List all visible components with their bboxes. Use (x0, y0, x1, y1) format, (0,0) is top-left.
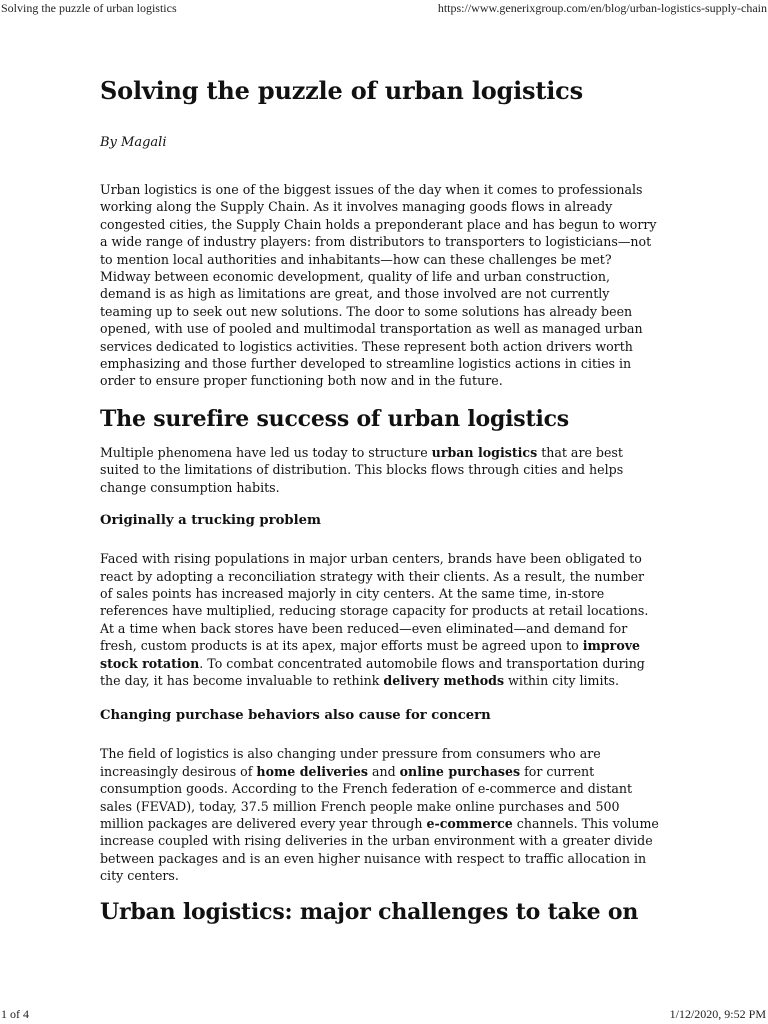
keyword-delivery-methods: delivery methods (383, 672, 505, 688)
page-indicator: 1 of 4 (1, 1007, 29, 1021)
intro-paragraph: Urban logistics is one of the biggest issues of the day when it comes to professionals working along the Supply Chain. As it involves managing goods flows in already congested cities, the Supply Chain holds a preponderant place and has begun to worry a wide range of industry players: from distributors to transporters to logisticians—not to mention local authorities and inhabitants—how can these challenges be met? Midway between economic development, quality of life and urban construction, demand is as high as limitations are great, and those involved are not currently teaming up to seek out new solutions. The door to some solutions has already been opened, with use of pooled and multimodal transportation as well as managed urban services dedicated to logistics activities. These represent both action drivers worth emphasizing and those further developed to streamline logistics actions in cities in order to ensure proper functioning both now and in the future. (100, 182, 657, 389)
print-header-url[interactable]: https://www.generixgroup.com/en/blog/urban-logistics-supply-chain (437, 1, 767, 15)
subheading-trucking-problem: Originally a trucking problem (100, 513, 321, 529)
article (100, 76, 660, 937)
purchase-behaviors-paragraph: The field of logistics is also changing under pressure from consumers who are increasingly desirous of home deliveries and online purchases for current consumption goods. According to the French federation of e-commerce and distant sales (FEVAD), today, 37.5 million French people make online purchases and 500 million packages are delivered every year through e-commerce channels. This volume increase coupled with rising deliveries in the urban environment with a greater divide between packages and is an even higher nuisance with respect to traffic allocation in city centers. (100, 746, 659, 884)
keyword-e-commerce: e-commerce (426, 815, 513, 831)
print-datetime: 1/12/2020, 9:52 PM (669, 1007, 766, 1021)
section-heading-surefire-success: The surefire success of urban logistics (100, 405, 569, 432)
print-header (0, 1, 768, 15)
print-header-title: Solving the puzzle of urban logistics (1, 1, 177, 15)
keyword-online-purchases: online purchases (399, 763, 521, 779)
trucking-paragraph: Faced with rising populations in major urban centers, brands have been obligated to react by adopting a reconciliation strategy with their clients. As a result, the number of sales points has increased majorly in city centers. At the same time, in-store references have multiplied, reducing storage capacity for products at retail locations. At a time when back stores have been reduced—even eliminated—and demand for fresh, custom products is at its apex, major efforts must be agreed upon to improve stock rotation. To combat concentrated automobile flows and transportation during the day, it has become invaluable to rethink delivery methods within city limits. (100, 551, 649, 688)
subheading-purchase-behaviors: Changing purchase behaviors also cause for concern (100, 708, 491, 724)
section-heading-major-challenges: Urban logistics: major challenges to take on (100, 898, 639, 925)
section1-paragraph: Multiple phenomena have led us today to structure urban logistics that are best suited to the limitations of distribution. This blocks flows through cities and helps change consumption habits. (100, 444, 624, 495)
article-byline: By Magali (100, 135, 167, 150)
article-title: Solving the puzzle of urban logistics (100, 76, 583, 105)
keyword-urban-logistics: urban logistics (431, 444, 538, 460)
keyword-home-deliveries: home deliveries (256, 763, 368, 779)
print-footer (0, 1007, 768, 1021)
keyword-improve-stock-rotation: improve stock rotation (100, 638, 641, 671)
